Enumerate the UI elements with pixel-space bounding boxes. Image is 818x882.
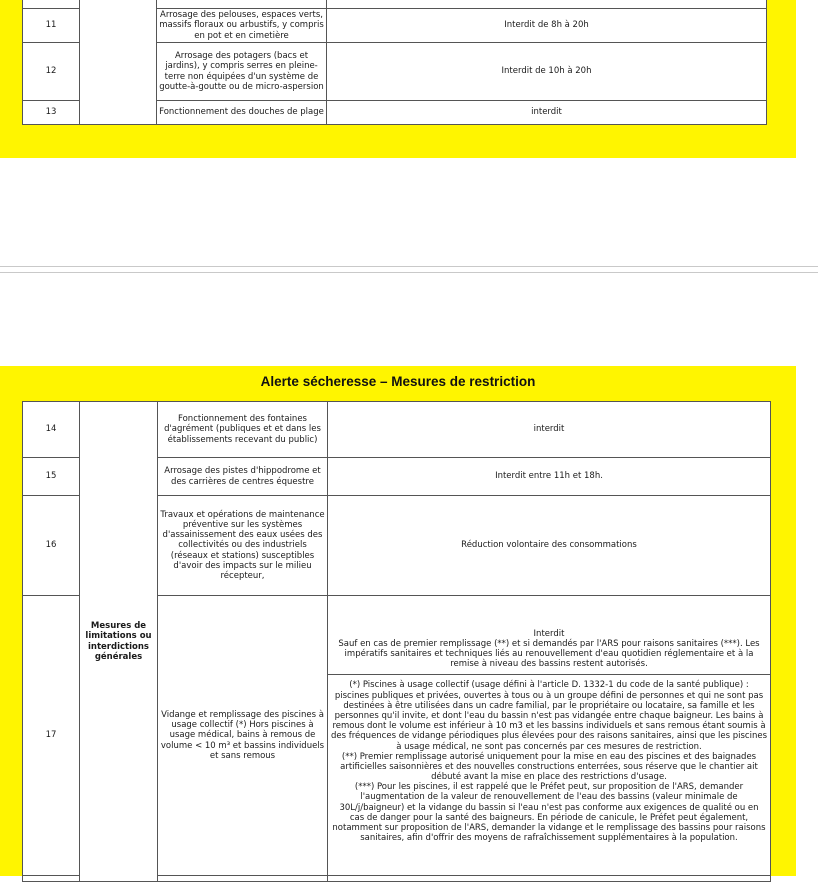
row-number: 15 <box>23 458 80 496</box>
activity-cell: Arrosage des pelouses, espaces verts, massifs floraux ou arbustifs, y compris en pot et en cimetière <box>157 9 327 43</box>
measure-cell: Interdit de 10h à 20h <box>327 43 767 101</box>
footnote-2: (**) Premier remplissage autorisé uniquement pour la mise en eau des piscines et des baignades artificielles saisonnières et des nouvelles constructions enterrées, sous réserve que le chantier ait débuté avant la mise en place des restrictions d'usage. <box>340 751 758 783</box>
row-number: 17 <box>23 596 80 876</box>
measure-cell: Interdit de 8h à 20h <box>327 9 767 43</box>
activity-cell: Fonctionnement des douches de plage <box>157 101 327 125</box>
table-row <box>23 0 767 9</box>
row-number: 16 <box>23 496 80 596</box>
measure-cell: interdit <box>328 402 771 458</box>
table-row <box>23 402 771 458</box>
page-divider <box>0 266 818 267</box>
footnotes <box>328 675 770 846</box>
activity-cell: Arrosage des pistes d'hippodrome et des carrières de centres équestre <box>158 458 328 496</box>
row-number: 14 <box>23 402 80 458</box>
activity-cell: Vidange et remplissage des piscines à usage collectif (*) Hors piscines à usage médical, bains à remous de volume < 10 m³ et bassins individuels et sans remous <box>158 596 328 876</box>
row-number: 12 <box>23 43 80 101</box>
footnote-1: (*) Piscines à usage collectif (usage défini à l'article D. 1332-1 du code de la santé publique) : piscines publiques et privées, ouvertes à tous ou à un groupe défini de personnes et qui ne sont pas destinées à être utilisées dans un cadre familial, par le propriétaire ou locataire, sa famille et les personnes qu'il invite, et dont l'eau du bassin n'est pas vidangée entre chaque baigneur. Les bains à remous dont le volume est inférieur à 10 m3 et les bassins individuels et sans remous étant soumis à des fréquences de vidange périodiques plus élevées pour des raisons sanitaires, ainsi que les piscines à usage médical, ne sont pas concernés par ces mesures de restriction. <box>331 680 768 752</box>
restriction-table-top <box>22 0 767 125</box>
measure-cell <box>328 596 771 876</box>
measure-heading: Interdit <box>533 628 565 639</box>
measure-text: Sauf en cas de premier remplissage (**) et si demandés par l'ARS pour raisons sanitaires (***). Les impératifs sanitaires et techniques liés au renouvellement d'eau quotidien réglementaire et à la remise à niveau des bassins restent autorisés. <box>338 638 760 670</box>
measure-cell: interdit <box>327 101 767 125</box>
measure-cell: Réduction volontaire des consommations <box>328 496 771 596</box>
category-cell: Mesures de limitations ou interdictions générales <box>80 402 158 882</box>
row-number: 11 <box>23 9 80 43</box>
activity-cell: Travaux et opérations de maintenance préventive sur les systèmes d'assainissement des eaux usées des collectivités ou des industriels (réseaux et stations) susceptibles d'avoir des impacts sur le milieu récepteur, <box>158 496 328 596</box>
row-number: 13 <box>23 101 80 125</box>
page-divider <box>0 272 818 273</box>
measure-cell: Interdit entre 11h et 18h. <box>328 458 771 496</box>
activity-cell: Arrosage des potagers (bacs et jardins), y compris serres en pleine-terre non équipées d'un système de goutte-à-goutte ou de micro-aspersion <box>157 43 327 101</box>
footnote-3: (***) Pour les piscines, il est rappelé que le Préfet peut, sur proposition de l'ARS, demander l'augmentation de la valeur de renouvellement de l'eau des bassins (valeur minimale de 30L/j/baigneur) et la vidange du bassin si l'eau n'est pas conforme aux exigences de qualité ou en cas de danger pour la santé des baigneurs. En période de canicule, le Préfet peut également, notamment sur proposition de l'ARS, demander la vidange et le remplissage des bassins pour raisons sanitaires, afin d'offrir des moyens de rafraîchissement supplémentaires à la population. <box>332 782 766 844</box>
category-cell <box>80 0 157 125</box>
restriction-table-bottom <box>22 401 771 882</box>
measure-summary <box>328 625 770 676</box>
activity-cell: Fonctionnement des fontaines d'agrément (publiques et et dans les établissements recevant du public) <box>158 402 328 458</box>
section-title: Alerte sécheresse – Mesures de restriction <box>260 374 536 389</box>
